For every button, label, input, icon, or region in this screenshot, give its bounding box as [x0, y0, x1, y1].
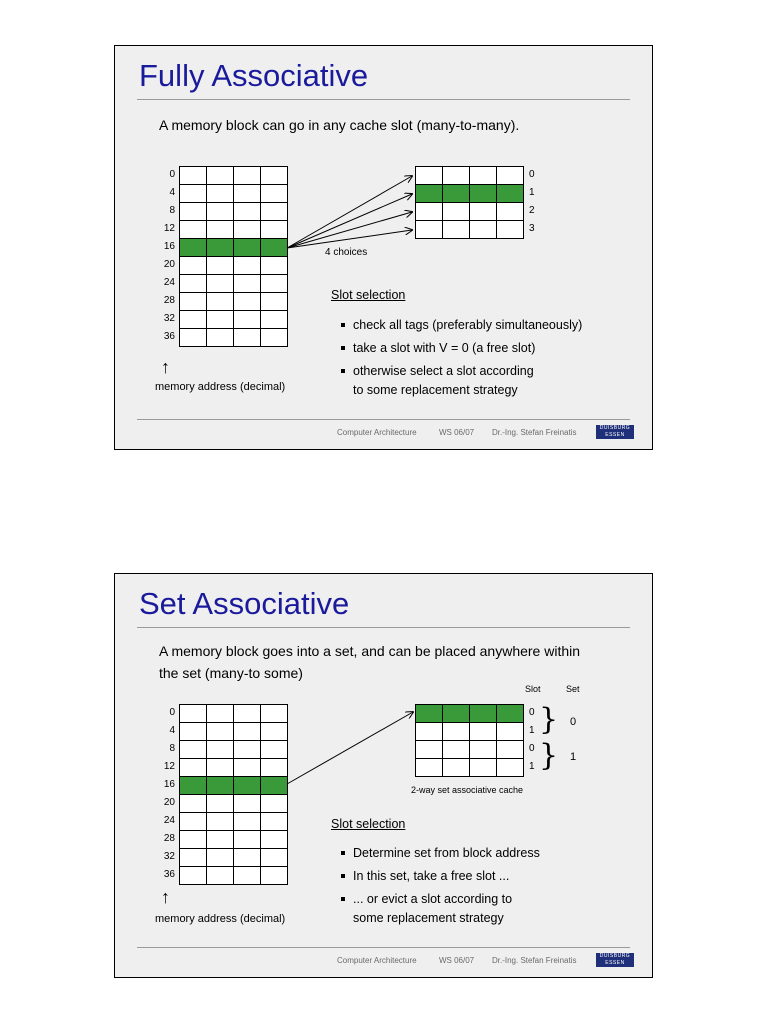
footer-course: Computer Architecture: [337, 956, 417, 965]
bullet-item: take a slot with V = 0 (a free slot): [339, 339, 582, 357]
mapping-arrow: [287, 212, 412, 248]
footer-course: Computer Architecture: [337, 428, 417, 437]
university-logo: DUISBURG ESSEN: [596, 953, 634, 967]
set-label: 1: [570, 751, 577, 763]
slot-label: 0: [529, 743, 535, 754]
set-label: 0: [570, 716, 577, 728]
address-label: 32: [163, 851, 175, 862]
section-heading: Slot selection: [331, 288, 406, 302]
footer-term: WS 06/07: [439, 428, 475, 437]
slot-label: 3: [529, 223, 535, 234]
up-arrow-icon: ↑: [161, 357, 170, 377]
set-header: Set: [566, 684, 580, 694]
bullet-continuation: to some replacement strategy: [353, 383, 518, 397]
address-label: 12: [163, 223, 175, 234]
address-label: 0: [169, 707, 175, 718]
slot-header: Slot: [525, 684, 541, 694]
address-label: 4: [169, 187, 175, 198]
slide-title: Fully Associative: [139, 58, 369, 93]
address-label: 8: [169, 205, 175, 216]
address-caption: memory address (decimal): [155, 381, 286, 393]
set-brace-icon: }: [539, 738, 559, 773]
slide-title: Set Associative: [139, 586, 350, 621]
mapping-arrow: [287, 712, 413, 784]
address-label: 0: [169, 169, 175, 180]
address-caption: memory address (decimal): [155, 913, 286, 925]
address-label: 24: [163, 815, 175, 826]
subtitle-line: A memory block goes into a set, and can be placed anywhere within: [159, 643, 581, 659]
bullet-item: ... or evict a slot according to: [339, 890, 540, 908]
bullet-item: Determine set from block address: [339, 844, 540, 862]
bullet-item: check all tags (preferably simultaneously): [339, 316, 582, 334]
address-label: 20: [163, 259, 175, 270]
footer-author: Dr.-Ing. Stefan Freinatis: [492, 428, 577, 437]
bullet-continuation: some replacement strategy: [353, 911, 504, 925]
mapping-arrow: [287, 176, 412, 248]
slot-label: 0: [529, 707, 535, 718]
address-label: 8: [169, 743, 175, 754]
university-logo: DUISBURG ESSEN: [596, 425, 634, 439]
address-label: 32: [163, 313, 175, 324]
set-brace-icon: }: [539, 702, 559, 737]
slide-fully-associative: [114, 45, 653, 450]
bullet-item: In this set, take a free slot ...: [339, 867, 540, 885]
footer-author: Dr.-Ing. Stefan Freinatis: [492, 956, 577, 965]
address-label: 36: [163, 331, 175, 342]
up-arrow-icon: ↑: [161, 887, 170, 907]
mapping-arrow: [287, 194, 412, 248]
address-label: 24: [163, 277, 175, 288]
bullet-item: otherwise select a slot according: [339, 362, 582, 380]
choices-label: 4 choices: [325, 247, 368, 258]
address-label: 16: [163, 241, 175, 252]
footer-divider: [137, 419, 630, 420]
address-label: 20: [163, 797, 175, 808]
slot-label: 0: [529, 169, 535, 180]
mapping-arrow: [287, 230, 412, 248]
cache-caption: 2-way set associative cache: [411, 785, 524, 795]
address-label: 28: [163, 295, 175, 306]
subtitle-line: the set (many-to some): [159, 665, 303, 681]
address-label: 28: [163, 833, 175, 844]
address-label: 12: [163, 761, 175, 772]
slide-subtitle: A memory block can go in any cache slot (many-to-many).: [159, 117, 520, 133]
slot-label: 1: [529, 761, 535, 772]
slot-label: 1: [529, 725, 535, 736]
address-label: 4: [169, 725, 175, 736]
slide-set-associative: [114, 573, 653, 978]
footer-term: WS 06/07: [439, 956, 475, 965]
bullet-list: [339, 316, 582, 380]
slot-label: 1: [529, 187, 535, 198]
address-label: 36: [163, 869, 175, 880]
section-heading: Slot selection: [331, 817, 406, 831]
footer-divider: [137, 947, 630, 948]
slot-label: 2: [529, 205, 535, 216]
bullet-list: [339, 844, 540, 908]
address-label: 16: [163, 779, 175, 790]
